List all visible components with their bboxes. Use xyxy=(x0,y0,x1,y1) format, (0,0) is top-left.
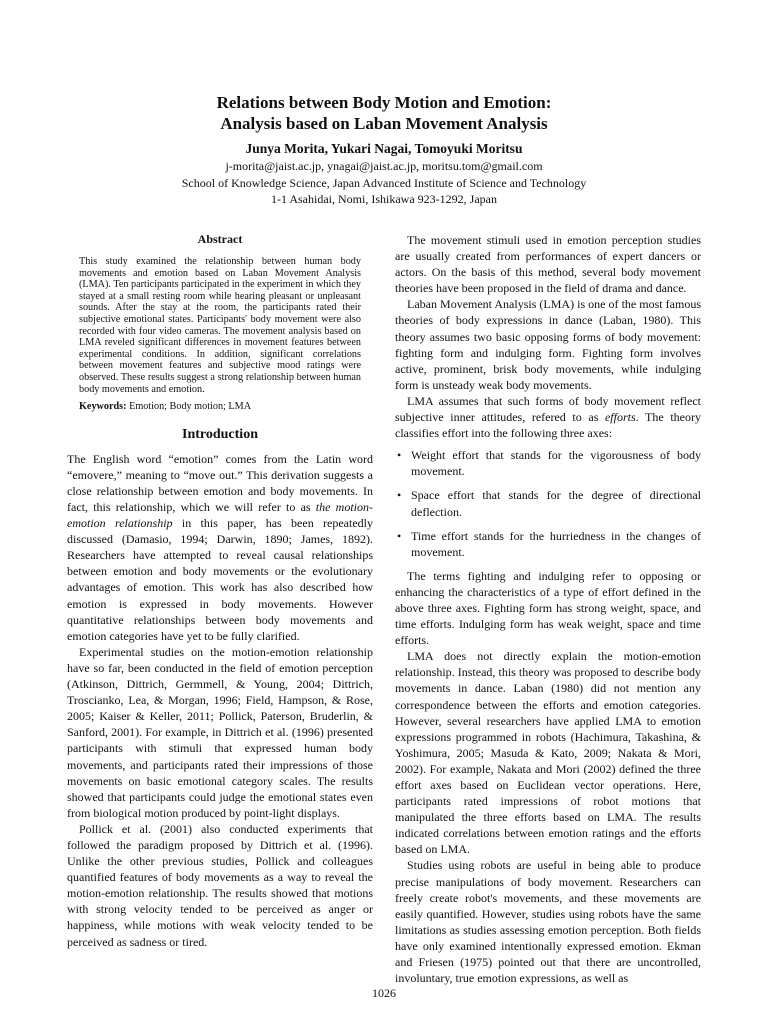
bullet-icon: • xyxy=(397,488,402,503)
right-paragraph-6: Studies using robots are useful in being able to produce precise manipulations of body movement. Researchers can freely create robot's movements, and these movements are easily quantified. However, studies using robots have the same limitations as studies assessing emotion perception. Both fields have only examined intentionally expressed emotion. Ekman and Friesen (1975) pointed out that there are uncontrolled, involuntary, true emotion expressions, as well as xyxy=(395,858,701,986)
author-emails: j-morita@jaist.ac.jp, ynagai@jaist.ac.jp, moritsu.tom@gmail.com xyxy=(225,159,543,173)
affiliation-block xyxy=(0,158,768,208)
left-column xyxy=(67,232,373,950)
right-column xyxy=(395,232,701,986)
intro-p1-part-b: in this paper, has been repeatedly discussed (Damasio, 1994; Darwin, 1890; James, 1892). Researchers have attempted to reveal causal relationships between emotion and body movements or the evolutionary advantages of emotion. This work has also described how emotion is expressed in body movements. However quantitative relationships between body movements and emotion categories have yet to be fully clarified. xyxy=(67,516,374,643)
keywords-line xyxy=(79,401,361,413)
introduction-paragraph-2: Experimental studies on the motion-emotion relationship have so far, been conducted in the field of emotion perception (Atkinson, Dittrich, Germmell, & Young, 2004; Dittrich, Troscianko, Lea, & Morgan, 1996; Field, Hampson, & Rose, 2005; Kaiser & Keller, 2011; Pollick, Paterson, Bruderlin, & Sanford, 2001). For example, in Dittrich et al. (1996) presented participants with stimuli that expressed human body movements, and participants rated their impressions of those movements on basic emotional category scales. The results showed that participants could judge the emotional states even from biological motion produced by point-light displays. xyxy=(67,644,373,820)
introduction-paragraph-3: Pollick et al. (2001) also conducted experiments that followed the paradigm proposed by Dittrich et al. (1996). Unlike the other previous studies, Pollick and colleagues quantified features of body movements as a way to reveal the motion-emotion relationship. The results showed that motions with strong velocity tended to be perceived as anger or happiness, while motions with weak velocity tended to be perceived as sadness or tired. xyxy=(67,821,373,949)
abstract-heading: Abstract xyxy=(197,232,243,246)
bullet-icon: • xyxy=(397,448,402,463)
right-p3-part-b: . The theory classifies effort into the following three axes: xyxy=(395,410,701,441)
abstract-text: This study examined the relationship between human body movements and emotion based on Laban Movement Analysis (LMA). Ten participants participated in the experiment in which they stayed at a small resting room while hearing pleasant or unpleasant sounds. After the stay at the room, the participants rated their subjective emotional states. Participants' body movement were also recorded with four video cameras. The movement analysis based on LMA reveled significant differences in movement features between experimental conditions. In addition, significant correlations between movement features and subjective mood ratings were observed. These results suggest a strong relationship between human body movements and emotion. xyxy=(79,256,361,395)
page-number: 1026 xyxy=(372,986,396,1000)
right-paragraph-5: LMA does not directly explain the motion-emotion relationship. Instead, this theory was proposed to describe body movements in dance. Laban (1980) did not mention any correspondence between the efforts and emotion categories. However, several researchers have applied LMA to emotion expressions programmed in robots (Hachimura, Takashina, & Yoshimura, 2005; Masuda & Kato, 2009; Nakata & Mori, 2002). For example, Nakata and Mori (2002) defined the three effort axes based on Euclidean vector operations. Here, participants rated impressions of robot motions that manipulated the three efforts based on LMA. The results indicated correlations between emotion ratings and the efforts based on LMA. xyxy=(395,649,701,857)
right-paragraph-1: The movement stimuli used in emotion perception studies are usually created from performances of expert dancers or actors. On the basis of this method, several body movement theories have been proposed in the field of drama and dance. xyxy=(395,233,701,296)
author-list: Junya Morita, Yukari Nagai, Tomoyuki Moritsu xyxy=(245,141,523,156)
list-item-text: Weight effort that stands for the vigorousness of body movement. xyxy=(411,448,701,479)
right-paragraph-3 xyxy=(395,393,701,441)
keywords-value: Emotion; Body motion; LMA xyxy=(129,401,252,413)
effort-axes-list xyxy=(395,447,701,560)
list-item xyxy=(395,447,701,479)
bullet-icon: • xyxy=(397,528,402,543)
introduction-paragraph-1 xyxy=(67,451,373,644)
list-item-text: Time effort stands for the hurriedness in the changes of movement. xyxy=(411,528,701,559)
right-paragraph-2: Laban Movement Analysis (LMA) is one of the most famous theories of body expressions in dance (Laban, 1980). This theory assumes two basic opposing forms of body movement: fighting form and indulging form. Fighting form involves active, prominent, brisk body movements, while indulging form is unsteady weak body movements. xyxy=(395,297,701,392)
list-item xyxy=(395,487,701,519)
introduction-heading: Introduction xyxy=(182,426,258,442)
keywords-label: Keywords: xyxy=(79,401,127,413)
right-p3-emphasis: efforts xyxy=(604,410,636,425)
list-item xyxy=(395,528,701,560)
list-item-text: Space effort that stands for the degree of directional deflection. xyxy=(411,488,701,519)
title-line-1: Relations between Body Motion and Emotion: xyxy=(216,93,552,112)
paper-title xyxy=(0,92,768,134)
school-address: 1-1 Asahidai, Nomi, Ishikawa 923-1292, Japan xyxy=(271,192,497,206)
intro-p1-part-a: The English word “emotion” comes from the Latin word “emovere,” meaning to “move out.” This derivation suggests a close relationship between emotion and body movements. In fact, this relationship, which we will refer to as xyxy=(67,451,373,514)
intro-p1-emphasis: the motion-emotion relationship xyxy=(67,500,373,531)
title-line-2: Analysis based on Laban Movement Analysis xyxy=(220,114,548,133)
right-paragraph-4: The terms fighting and indulging refer to opposing or enhancing the characteristics of a type of effort defined in the above three axes. Fighting form has strong weight, space, and time efforts. Indulging form has weak weight, space and time efforts. xyxy=(395,568,701,648)
school-name: School of Knowledge Science, Japan Advanced Institute of Science and Technology xyxy=(181,175,587,190)
right-p3-part-a: LMA assumes that such forms of body movement reflect subjective inner attitudes, refered to as xyxy=(395,393,701,425)
